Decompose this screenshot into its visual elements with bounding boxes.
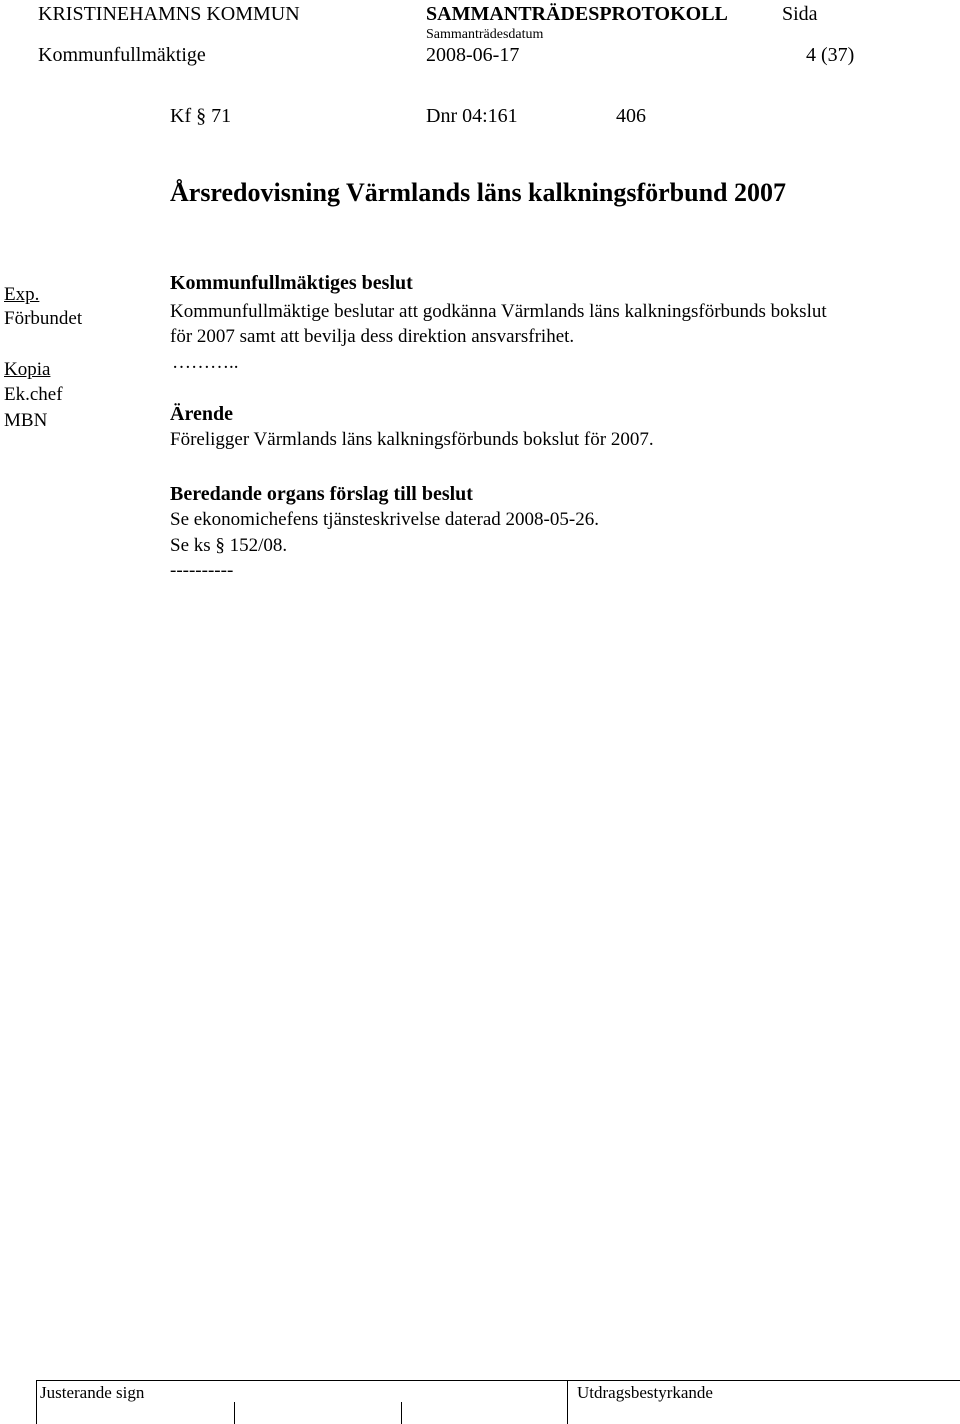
kopia-item: Ek.chef [4, 384, 63, 405]
proposal-text-line: Se ekonomichefens tjänsteskrivelse daterad 2008-05-26. [170, 509, 599, 530]
page-title: Årsredovisning Värmlands läns kalkningsförbund 2007 [170, 178, 787, 207]
meeting-body: Kommunfullmäktige [38, 44, 206, 66]
decision-text-line: för 2007 samt att bevilja dess direktion ansvarsfrihet. [170, 326, 575, 347]
document-type: SAMMANTRÄDESPROTOKOLL [426, 3, 728, 25]
paragraph-number: Kf § 71 [170, 105, 232, 127]
page-number: 4 (37) [806, 44, 855, 66]
utdrag-label: Utdragsbestyrkande [577, 1383, 713, 1402]
footer-middle-rule [567, 1380, 568, 1424]
decision-ellipsis: ……….. [172, 352, 239, 373]
meeting-date-label: Sammanträdesdatum [426, 27, 544, 42]
decision-heading: Kommunfullmäktiges beslut [170, 272, 413, 294]
reference-code: 406 [616, 105, 646, 127]
exp-item: Förbundet [4, 308, 83, 329]
meeting-date: 2008-06-17 [426, 44, 520, 66]
matter-text: Föreligger Värmlands läns kalkningsförbunds bokslut för 2007. [170, 429, 654, 450]
proposal-heading: Beredande organs förslag till beslut [170, 483, 473, 505]
kopia-item: MBN [4, 410, 48, 431]
matter-heading: Ärende [170, 403, 233, 425]
page-label: Sida [782, 3, 818, 25]
signature-divider [234, 1402, 235, 1424]
footer-top-rule [36, 1380, 960, 1381]
signature-divider [401, 1402, 402, 1424]
diary-number: Dnr 04:161 [426, 105, 518, 127]
exp-label: Exp. [4, 284, 40, 305]
municipality-name: KRISTINEHAMNS KOMMUN [38, 3, 300, 25]
footer-left-rule [36, 1380, 37, 1424]
decision-text-line: Kommunfullmäktige beslutar att godkänna Värmlands läns kalkningsförbunds bokslut [170, 301, 827, 322]
proposal-text-line: Se ks § 152/08. [170, 535, 288, 556]
justering-label: Justerande sign [40, 1383, 145, 1402]
kopia-label: Kopia [4, 359, 51, 380]
section-separator: ---------- [170, 560, 234, 581]
